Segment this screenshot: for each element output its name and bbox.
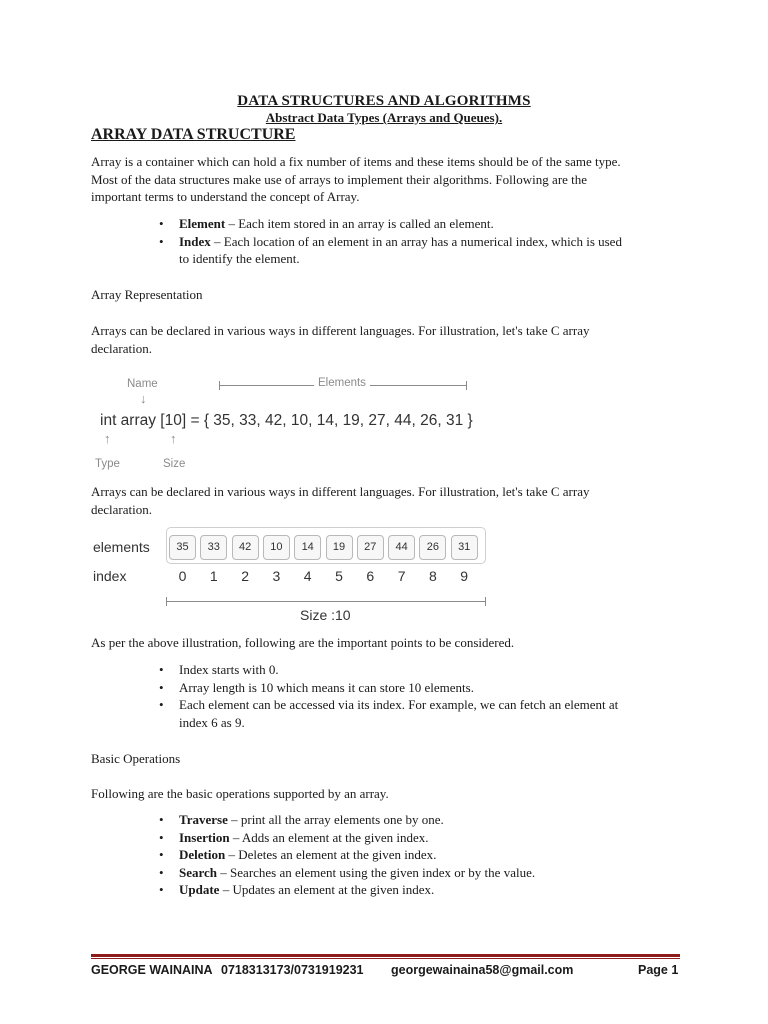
list-item bbox=[155, 846, 678, 864]
paragraph-line: declaration. bbox=[91, 501, 152, 517]
list-item bbox=[155, 661, 678, 679]
terms-list bbox=[155, 215, 678, 268]
list-item bbox=[155, 696, 678, 731]
operation-desc: – Searches an element using the given index or by the value. bbox=[217, 864, 536, 880]
operation-name: Insertion bbox=[179, 829, 230, 845]
paragraph-line: Arrays can be declared in various ways in different languages. For illustration, let's take C array bbox=[91, 484, 590, 499]
operation-name: Deletion bbox=[179, 847, 226, 862]
operation-desc: – Deletes an element at the given index. bbox=[225, 847, 437, 862]
size-caption: Size :10 bbox=[300, 607, 351, 623]
list-item bbox=[155, 215, 678, 233]
bullet-icon: • bbox=[159, 847, 164, 862]
bracket-tick bbox=[485, 597, 486, 606]
bullet-icon: • bbox=[159, 864, 164, 880]
section-heading: ARRAY DATA STRUCTURE bbox=[91, 126, 296, 143]
term-desc-cont: to identify the element. bbox=[179, 251, 300, 266]
type-label: Type bbox=[95, 458, 120, 470]
size-bracket bbox=[166, 601, 485, 602]
term-desc: – Each location of an element in an array has a numerical index, which is used bbox=[210, 233, 622, 249]
size-label: Size bbox=[163, 458, 186, 470]
bullet-icon: • bbox=[159, 679, 164, 695]
intro-line: Most of the data structures make use of arrays to implement their algorithms. Following are the bbox=[91, 171, 588, 187]
operation-desc: – Updates an element at the given index. bbox=[219, 882, 435, 897]
bullet-icon: • bbox=[159, 233, 164, 249]
array-index-number: 5 bbox=[335, 568, 343, 584]
point-text: Index starts with 0. bbox=[179, 662, 279, 677]
array-index-number: 1 bbox=[209, 568, 218, 584]
bracket-tick bbox=[219, 381, 220, 390]
footer-rule-thin bbox=[91, 958, 680, 959]
operations-intro: Following are the basic operations supported by an array. bbox=[91, 786, 389, 801]
operations-list bbox=[155, 811, 678, 899]
term-desc: – Each item stored in an array is called an element. bbox=[225, 216, 494, 231]
declaration-diagram bbox=[90, 372, 510, 477]
operation-name: Traverse bbox=[179, 812, 228, 827]
document-title: DATA STRUCTURES AND ALGORITHMS bbox=[237, 93, 531, 109]
array-index-number: 3 bbox=[272, 568, 281, 584]
term-name: Index bbox=[179, 233, 211, 249]
arrow-down-icon: ↓ bbox=[140, 391, 147, 406]
bracket-tick bbox=[166, 597, 167, 606]
list-item bbox=[155, 881, 678, 899]
array-element-box: 35 bbox=[169, 535, 196, 560]
array-representation-heading: Array Representation bbox=[91, 287, 203, 302]
array-element-box: 19 bbox=[326, 535, 353, 560]
elements-row-label: elements bbox=[93, 539, 150, 555]
array-index-number: 0 bbox=[178, 568, 187, 584]
bullet-icon: • bbox=[159, 662, 164, 677]
declaration-code: int array [10] = { 35, 33, 42, 10, 14, 19, 27, 44, 26, 31 } bbox=[100, 412, 473, 429]
operation-desc: – print all the array elements one by one. bbox=[227, 812, 444, 827]
footer-email: georgewainaina58@gmail.com bbox=[391, 963, 574, 977]
paragraph-line: declaration. bbox=[91, 340, 152, 356]
representation-paragraph bbox=[91, 322, 678, 357]
list-item bbox=[155, 829, 678, 847]
arrow-up-icon: ↑ bbox=[170, 431, 177, 446]
repeat-paragraph bbox=[91, 483, 678, 518]
arrow-up-icon: ↑ bbox=[104, 431, 111, 446]
operation-desc: – Adds an element at the given index. bbox=[229, 829, 429, 845]
bullet-icon: • bbox=[159, 697, 164, 712]
array-index-number: 6 bbox=[366, 568, 375, 584]
elements-label: Elements bbox=[314, 377, 370, 389]
operation-name: Update bbox=[179, 882, 220, 897]
term-name: Element bbox=[179, 216, 226, 231]
operation-name: Search bbox=[179, 864, 218, 880]
array-element-box: 42 bbox=[232, 535, 259, 560]
point-text: Array length is 10 which means it can store 10 elements. bbox=[179, 679, 474, 695]
array-index-number: 8 bbox=[428, 568, 437, 584]
list-item bbox=[155, 864, 678, 882]
array-element-box: 26 bbox=[419, 535, 446, 560]
array-element-box: 27 bbox=[357, 535, 384, 560]
point-text-cont: index 6 as 9. bbox=[179, 714, 245, 730]
page-number: Page 1 bbox=[638, 963, 679, 977]
list-item bbox=[155, 233, 678, 268]
footer-rule bbox=[91, 954, 680, 957]
array-index-number: 9 bbox=[460, 568, 469, 584]
array-element-box: 10 bbox=[263, 535, 290, 560]
bullet-icon: • bbox=[159, 812, 164, 827]
operations-heading: Basic Operations bbox=[91, 751, 181, 766]
footer-author: GEORGE WAINAINA bbox=[91, 963, 213, 977]
document-subtitle: Abstract Data Types (Arrays and Queues). bbox=[265, 110, 503, 125]
intro-paragraph bbox=[91, 153, 678, 206]
points-intro: As per the above illustration, following are the important points to be considered. bbox=[91, 635, 515, 650]
bracket-tick bbox=[466, 381, 467, 390]
array-index-number: 7 bbox=[397, 568, 406, 584]
paragraph-line: Arrays can be declared in various ways in different languages. For illustration, let's take C array bbox=[91, 323, 590, 338]
array-index-number: 4 bbox=[303, 568, 312, 584]
index-row-label: index bbox=[93, 568, 127, 584]
bullet-icon: • bbox=[159, 216, 164, 231]
array-element-box: 44 bbox=[388, 535, 415, 560]
list-item bbox=[155, 811, 678, 829]
intro-line: Array is a container which can hold a fix number of items and these items should be of the same type. bbox=[91, 154, 621, 169]
bullet-icon: • bbox=[159, 829, 164, 845]
array-index-number: 2 bbox=[241, 568, 249, 584]
array-element-box: 14 bbox=[294, 535, 321, 560]
point-text: Each element can be accessed via its index. For example, we can fetch an element at bbox=[179, 697, 619, 712]
bullet-icon: • bbox=[159, 882, 164, 897]
list-item bbox=[155, 679, 678, 697]
intro-line: important terms to understand the concept of Array. bbox=[91, 189, 360, 204]
footer-phones: 0718313173/0731919231 bbox=[221, 963, 364, 977]
name-label: Name bbox=[127, 378, 158, 390]
array-element-box: 31 bbox=[451, 535, 478, 560]
array-element-box: 33 bbox=[200, 535, 227, 560]
points-list bbox=[155, 661, 678, 731]
